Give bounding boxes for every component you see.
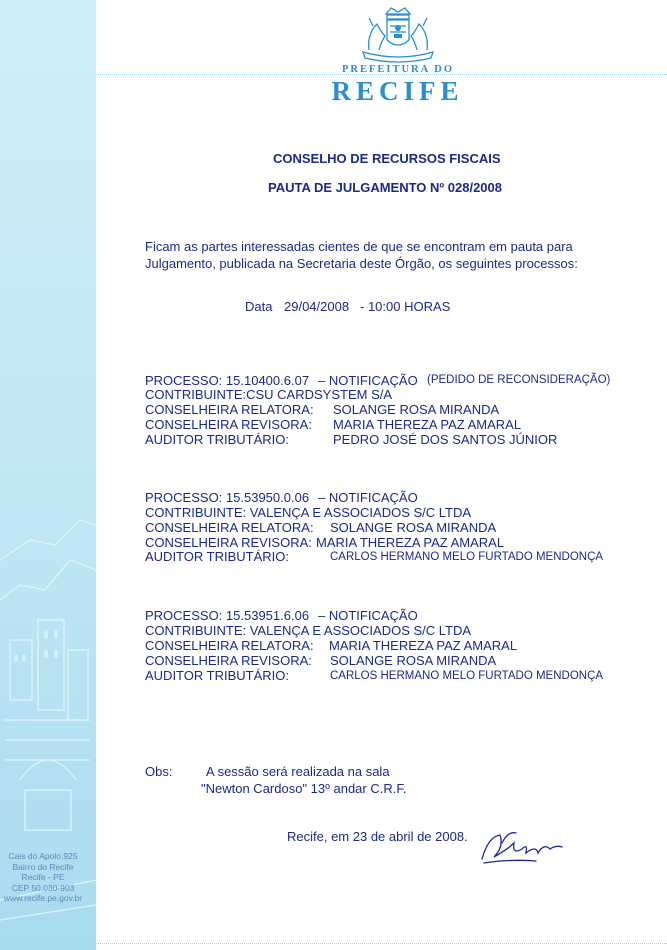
- process-type: – NOTIFICAÇÃO: [318, 608, 418, 623]
- process-type: – NOTIFICAÇÃO: [318, 490, 418, 505]
- relatora-name: MARIA THEREZA PAZ AMARAL: [329, 638, 518, 653]
- process-contribuinte: CONTRIBUINTE: VALENÇA E ASSOCIADOS S/C LTDA: [145, 623, 472, 638]
- relatora-name: SOLANGE ROSA MIRANDA: [330, 520, 497, 535]
- process-contribuinte: CONTRIBUINTE:CSU CARDSYSTEM S/A: [145, 387, 393, 402]
- obs-line: A sessão será realizada na sala: [206, 764, 390, 779]
- schedule-date: 29/04/2008: [284, 299, 350, 314]
- council-title: CONSELHO DE RECURSOS FISCAIS: [273, 151, 501, 166]
- auditor-label: AUDITOR TRIBUTÁRIO:: [145, 668, 289, 683]
- place-date: Recife, em 23 de abril de 2008.: [287, 829, 468, 844]
- letterhead-prefeitura: PREFEITURA DO: [341, 64, 455, 75]
- relatora-label: CONSELHEIRA RELATORA:: [145, 402, 314, 417]
- auditor-name: CARLOS HERMANO MELO FURTADO MENDONÇA: [330, 670, 604, 682]
- obs-label: Obs:: [145, 764, 173, 779]
- address-line: Recife - PE: [21, 872, 65, 882]
- process-extra: (PEDIDO DE RECONSIDERAÇÃO): [427, 374, 611, 386]
- revisora-name: MARIA THEREZA PAZ AMARAL: [316, 535, 505, 550]
- revisora-label: CONSELHEIRA REVISORA:: [145, 417, 312, 432]
- revisora-name: MARIA THEREZA PAZ AMARAL: [333, 417, 522, 432]
- address-line: CEP 50.030-903: [11, 882, 75, 893]
- process-number: PROCESSO: 15.53951.6.06: [145, 608, 310, 623]
- auditor-name: PEDRO JOSÉ DOS SANTOS JÚNIOR: [333, 432, 558, 447]
- pauta-title: PAUTA DE JULGAMENTO Nº 028/2008: [268, 180, 502, 195]
- revisora-name: SOLANGE ROSA MIRANDA: [330, 653, 497, 668]
- handwritten-signature: [478, 823, 568, 873]
- obs-line: "Newton Cardoso" 13º andar C.R.F.: [201, 781, 407, 796]
- coat-of-arms-logo: [359, 6, 437, 64]
- intro-line: Ficam as partes interessadas cientes de que se encontram em pauta para: [145, 239, 573, 254]
- intro-line: Julgamento, publicada na Secretaria deste Órgão, os seguintes processos:: [145, 256, 578, 271]
- address-line: Bairro do Recife: [12, 861, 74, 872]
- auditor-label: AUDITOR TRIBUTÁRIO:: [145, 432, 289, 447]
- address-line: Cais do Apolo,925: [8, 851, 78, 861]
- letterhead-city: RECIFE: [331, 76, 464, 106]
- schedule-label: Data: [245, 299, 273, 314]
- address-block: [0, 851, 86, 904]
- city-skyline-watermark: [0, 0, 96, 950]
- process-type: – NOTIFICAÇÃO: [318, 373, 418, 388]
- relatora-name: SOLANGE ROSA MIRANDA: [333, 402, 500, 417]
- address-line: www.recife.pe.gov.br: [3, 893, 83, 903]
- process-number: PROCESSO: 15.10400.6.07: [145, 373, 310, 388]
- process-number: PROCESSO: 15.53950.0.06: [145, 490, 310, 505]
- revisora-label: CONSELHEIRA REVISORA:: [145, 535, 312, 550]
- revisora-label: CONSELHEIRA REVISORA:: [145, 653, 312, 668]
- auditor-label: AUDITOR TRIBUTÁRIO:: [145, 549, 289, 564]
- relatora-label: CONSELHEIRA RELATORA:: [145, 638, 314, 653]
- relatora-label: CONSELHEIRA RELATORA:: [145, 520, 314, 535]
- auditor-name: CARLOS HERMANO MELO FURTADO MENDONÇA: [330, 551, 604, 563]
- schedule-time: - 10:00 HORAS: [360, 299, 451, 314]
- process-contribuinte: CONTRIBUINTE: VALENÇA E ASSOCIADOS S/C LTDA: [145, 505, 472, 520]
- footer-divider: [96, 943, 667, 944]
- letterhead-sidebar: [0, 0, 96, 950]
